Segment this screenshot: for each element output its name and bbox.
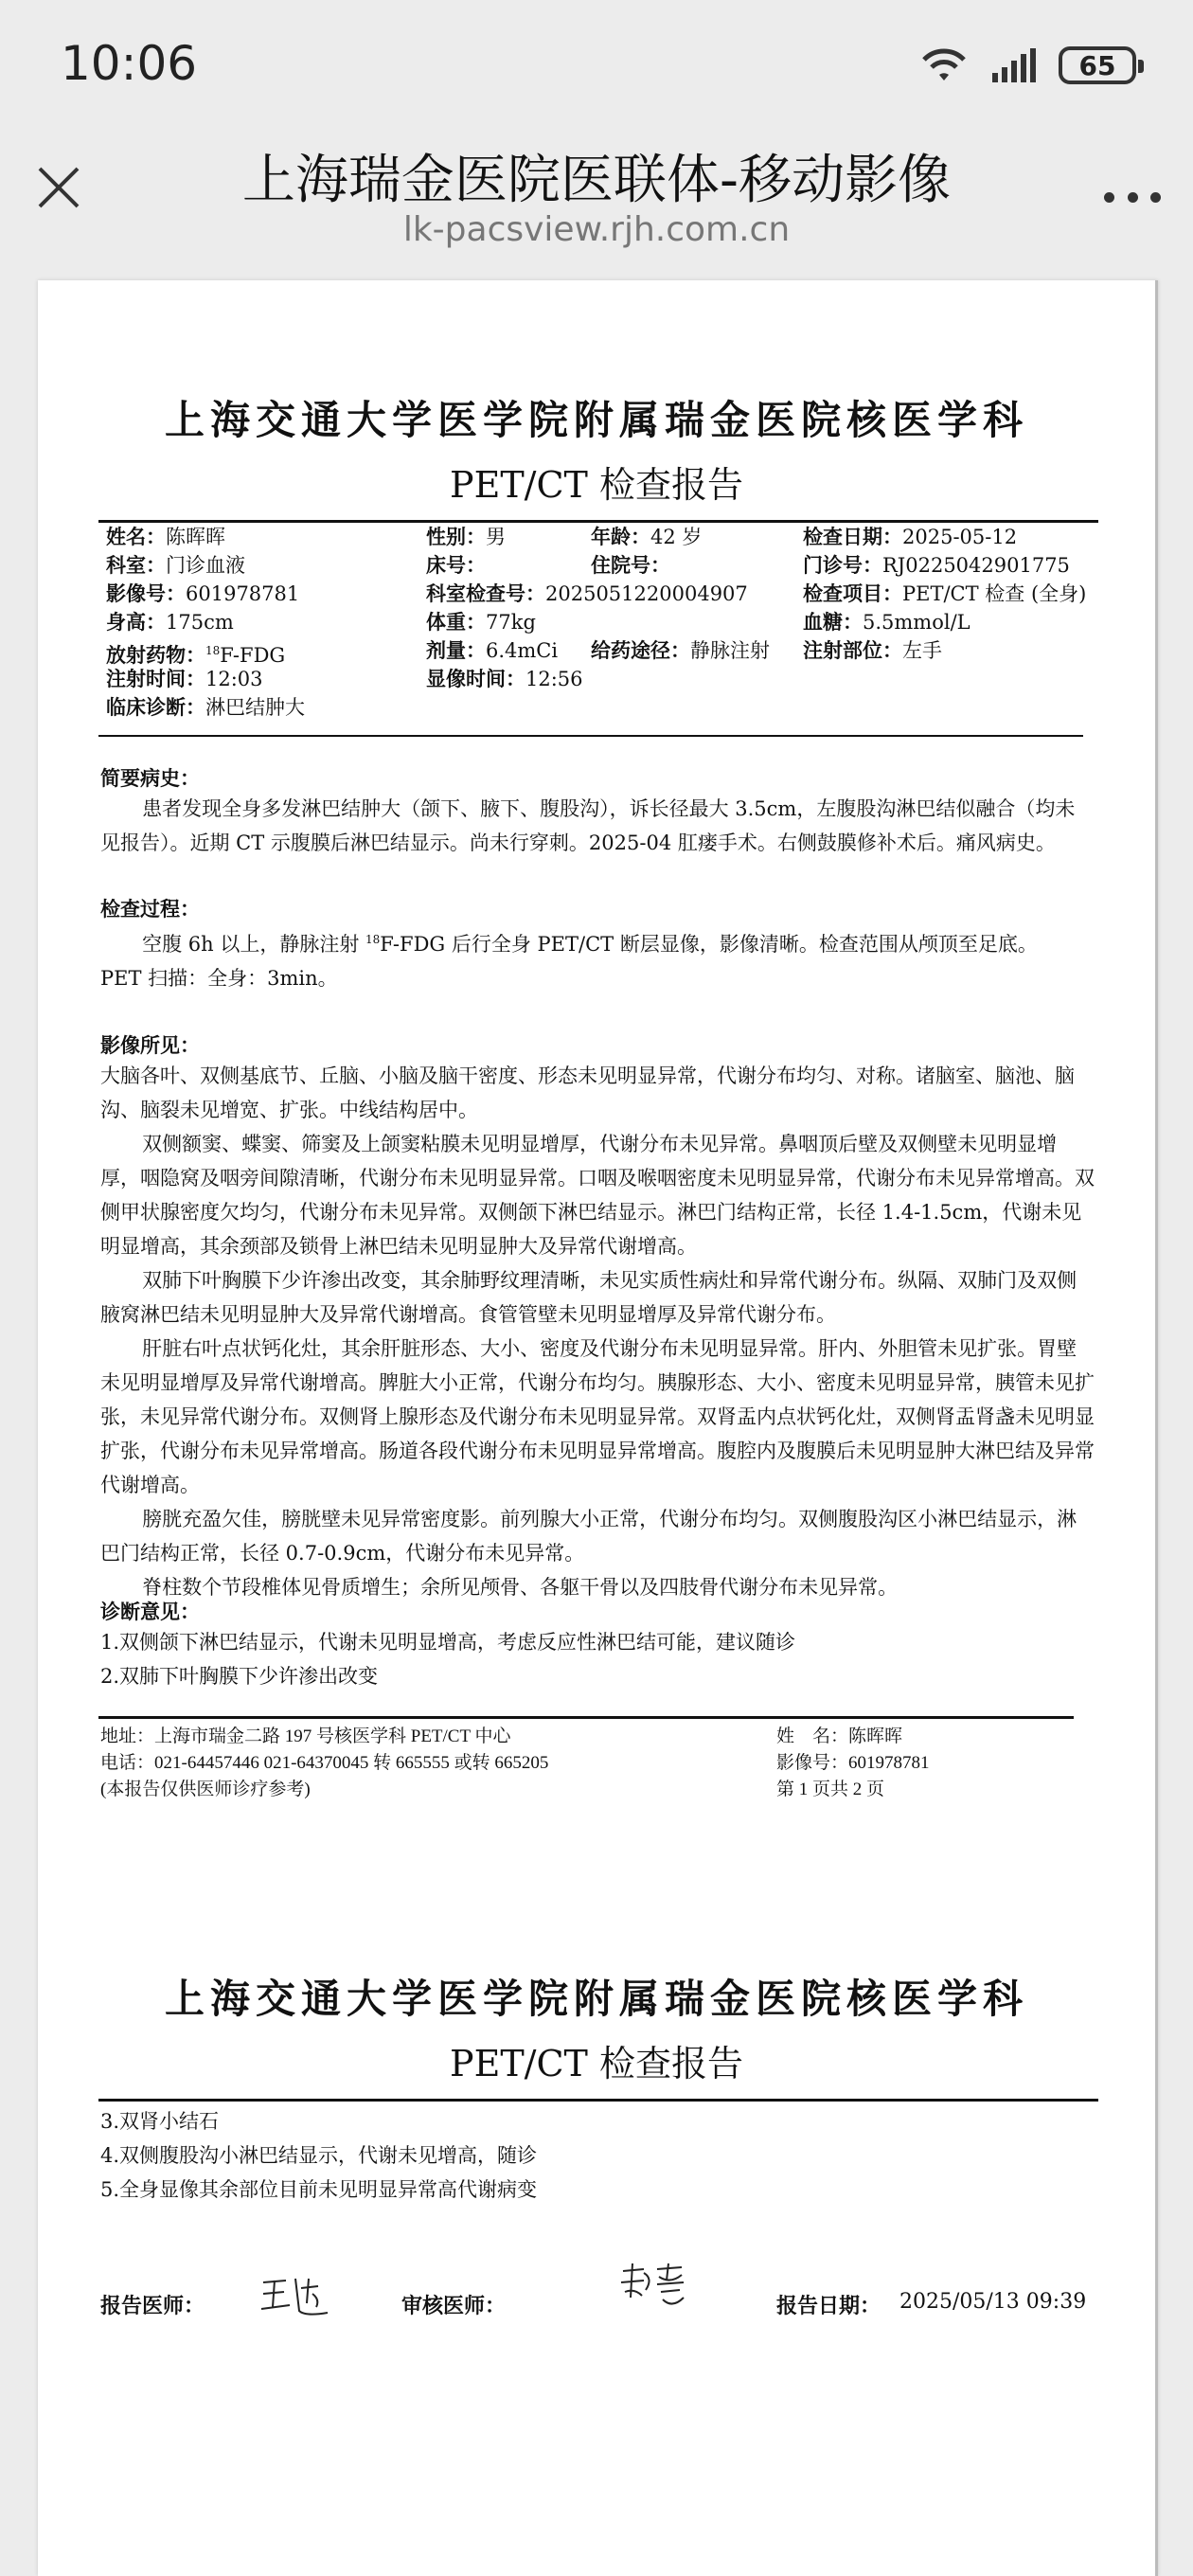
page-title: 上海瑞金医院医联体-移动影像: [241, 150, 952, 211]
weight: 77kg: [486, 611, 536, 634]
footer-name: 姓 名：陈晖晖: [776, 1726, 903, 1746]
radiopharmaceutical: F-FDG: [220, 644, 286, 667]
dose: 6.4mCi: [486, 639, 559, 662]
diagnosis-item: 2.双肺下叶胸膜下少许渗出改变: [100, 1665, 379, 1688]
report-date-label: 报告日期：: [776, 2294, 881, 2318]
report-doctor-label: 报告医师：: [100, 2294, 205, 2318]
imaging-time: 12:56: [525, 668, 583, 690]
status-time: 10:06: [61, 36, 198, 91]
finding-paragraph: 双侧额窦、蝶窦、筛窦及上颌窦粘膜未见明显增厚，代谢分布未见异常。鼻咽顶后壁及双侧壁未见明显增厚，咽隐窝及咽旁间隙清晰，代谢分布未见明显异常。口咽及喉咽密度未见明显异常，代谢分布未见异常增高。双侧甲状腺密度欠均匀，代谢分布未见异常。双侧颌下淋巴结显示。淋巴门结构正常，长径 1.4-1.5cm，代谢未见明显增高，其余颈部及锁骨上淋巴结未见明显肿大及异常代谢增高。: [100, 1133, 1095, 1258]
patient-name: 陈晖晖: [166, 526, 225, 548]
patient-sex: 男: [486, 526, 506, 548]
diagnosis-list-continued: [100, 2104, 1095, 2207]
battery-icon: [1059, 46, 1136, 84]
finding-paragraph: 肝脏右叶点状钙化灶，其余肝脏形态、大小、密度及代谢分布未见明显异常。肝内、外胆管未见扩张。胃壁未见明显增厚及异常代谢增高。脾脏大小正常，代谢分布均匀。胰腺形态、大小、密度未见明显异常，胰管未见扩张，未见异常代谢分布。双侧肾上腺形态及代谢分布未见明显异常。双肾盂内点状钙化灶，双侧肾盂肾盏未见明显扩张，代谢分布未见异常增高。肠道各段代谢分布未见明显异常增高。腹腔内及腹膜后未见明显肿大淋巴结及异常代谢增高。: [100, 1337, 1095, 1496]
department: 门诊血液: [166, 554, 245, 577]
history-title: 简要病史：: [100, 766, 200, 790]
diagnosis-item: 4.双侧腹股沟小淋巴结显示，代谢未见增高，随诊: [100, 2144, 538, 2167]
clinical-diagnosis: 淋巴结肿大: [205, 696, 305, 719]
report-title: PET/CT 检查报告: [450, 2043, 743, 2084]
report-title: PET/CT 检查报告: [450, 464, 743, 506]
report-date: 2025/05/13 09:39: [899, 2290, 1087, 2314]
diagnosis-title: 诊断意见：: [100, 1600, 200, 1623]
page-indicator: 第 1 页共 2 页: [776, 1780, 885, 1799]
divider: [98, 735, 1083, 737]
finding-paragraph: 大脑各叶、双侧基底节、丘脑、小脑及脑干密度、形态未见明显异常，代谢分布均匀、对称。诸脑室、脑池、脑沟、脑裂未见增宽、扩张。中线结构居中。: [100, 1064, 1075, 1121]
status-bar: [0, 0, 1193, 137]
status-icons: [918, 42, 1136, 89]
page-url: lk-pacsview.rjh.com.cn: [402, 210, 791, 249]
more-options-icon[interactable]: [1104, 189, 1161, 205]
finding-paragraph: 双肺下叶胸膜下少许渗出改变，其余肺野纹理清晰，未见实质性病灶和异常代谢分布。纵隔、双肺门及双侧腋窝淋巴结未见明显肿大及异常代谢增高。食管管壁未见明显增厚及异常代谢分布。: [100, 1269, 1077, 1326]
reviewer-signature: [615, 2260, 691, 2317]
exam-item: PET/CT 检查 (全身): [902, 582, 1087, 605]
history-text: 患者发现全身多发淋巴结肿大（颌下、腋下、腹股沟），诉长径最大 3.5cm，左腹股沟淋巴结似融合（均未见报告）。近期 CT 示腹膜后淋巴结显示。尚未行穿刺。2025-04 肛瘘手术。右侧鼓膜修补术后。痛风病史。: [100, 797, 1076, 854]
wifi-icon: [918, 46, 970, 84]
outpatient-no: RJ0225042901775: [882, 554, 1070, 577]
image-no: 601978781: [186, 582, 300, 605]
diagnosis-item: 3.双肾小结石: [100, 2110, 220, 2133]
finding-paragraph: 膀胱充盈欠佳，膀胱壁未见异常密度影。前列腺大小正常，代谢分布均匀。双侧腹股沟区小淋巴结显示，淋巴门结构正常，长径 0.7-0.9cm，代谢分布未见异常。: [100, 1508, 1077, 1565]
injection-time: 12:03: [205, 668, 263, 690]
footer-phone: 电话：021-64457446 021-64370045 转 665555 或转 665205: [100, 1753, 549, 1773]
report-doctor-signature: [258, 2269, 333, 2322]
finding-paragraph: 脊柱数个节段椎体见骨质增生；余所见颅骨、各躯干骨以及四肢骨代谢分布未见异常。: [142, 1576, 899, 1599]
report-document: 上海交通大学医学院附属瑞金医院核医学科 PET/CT 检查报告 姓名：陈晖晖 性别：男 年龄：42 岁 检查日期：2025-05-12 科室：门诊血液 床号： 住院号： 门诊号：RJ0225042901775 影像号：601978781 科室检查号：2025051220004907 检查项目：PET/CT 检查 (全身) 身高：175cm 体重：77kg 血糖：5.5mmol/L 放射药物：$^{18}$F-FDG 剂量：6.4mCi 给药途径：静脉注射 注射部位：左手 注射时间：12:03 显像时间：12:56 临床诊断：淋巴结肿大 简要病史： 患者发现全身多发淋巴结肿大（颌下、腋下、腹股沟），诉长径最大 3.5cm，左腹股沟淋巴结似融合（均未见报告）。近期 CT 示腹膜后淋巴结显示。尚未行穿刺。2025-04 肛瘘手术。右侧鼓膜修补术后。痛风病史。 检查过程： 空腹 6h 以上，静脉注射 $^{18}$F-FDG 后行全身 PET/CT 断层显像，影像清晰。检查范围从颅顶至足底。 PET 扫描：全身：3min。 影像所见： 大脑各叶、双侧基底节、丘脑、小脑及脑干密度、形态未见明显异常，代谢分布均匀、对称。诸脑室、脑池、脑沟、脑裂未见增宽、扩张。中线结构居中。 双侧额窦、蝶窦、筛窦及上颌窦粘膜未见明显增厚，代谢分布未见异常。鼻咽顶后壁及双侧壁未见明显增厚，咽隐窝及咽旁间隙清晰，代谢分布未见明显异常。口咽及喉咽密度未见明显异常，代谢分布未见异常增高。双侧甲状腺密度欠均匀，代谢分布未见异常。双侧颌下淋巴结显示。淋巴门结构正常，长径 1.4-1.5cm，代谢未见明显增高，其余颈部及锁骨上淋巴结未见明显肿大及异常代谢增高。 双肺下叶胸膜下少许渗出改变，其余肺野纹理清晰，未见实质性病灶和异常代谢分布。纵隔、双肺门及双侧腋窝淋巴结未见明显肿大及异常代谢增高。食管管壁未见明显增厚及异常代谢分布。 肝脏右叶点状钙化灶，其余肝脏形态、大小、密度及代谢分布未见明显异常。肝内、外胆管未见扩张。胃壁未见明显增厚及异常代谢增高。脾脏大小正常，代谢分布均匀。胰腺形态、大小、密度未见明显异常，胰管未见扩张，未见异常代谢分布。双侧肾上腺形态及代谢分布未见明显异常。双肾盂内点状钙化灶，双侧肾盂肾盏未见明显扩张，代谢分布未见异常增高。肠道各段代谢分布未见明显异常增高。腹腔内及腹膜后未见明显肿大淋巴结及异常代谢增高。 膀胱充盈欠佳，膀胱壁未见异常密度影。前列腺大小正常，代谢分布均匀。双侧腹股沟区小淋巴结显示，淋巴门结构正常，长径 0.7-0.9cm，代谢分布未见异常。 脊柱数个节段椎体见骨质增生；余所见颅骨、各躯干骨以及四肢骨代谢分布未见异常。 诊断意见： 1.双侧颌下淋巴结显示，代谢未见明显增高，考虑反应性淋巴结可能，建议随诊 2.双肺下叶胸膜下少许渗出改变 地址：上海市瑞金二路 197 号核医学科 PET/CT 中心 电话：021-64457446 021-64370045 转 665555 或转 665205 (本报告仅供医师诊疗参考) 姓 名：陈晖晖 影像号：601978781 第 1 页共 2 页 上海交通大学医学院附属瑞金医院核医学科 PET/CT 检查报告 3.双肾小结石 4.双侧腹股沟小淋巴结显示，代谢未见增高，随诊 5.全身显像其余部位目前未见明显异常高代谢病变 报告医师： 审核医师： 报告日期： 2025/05/13 09:39: [38, 280, 1158, 2576]
route: 静脉注射: [690, 639, 770, 662]
diagnosis-item: 5.全身显像其余部位目前未见明显异常高代谢病变: [100, 2178, 538, 2201]
diagnosis-list: [100, 1625, 1095, 1693]
process-title: 检查过程：: [100, 897, 200, 921]
findings-text: [100, 1059, 1095, 1604]
injection-site: 左手: [902, 639, 942, 662]
patient-age: 42 岁: [650, 526, 703, 548]
exam-date: 2025-05-12: [902, 526, 1018, 548]
footer-note: (本报告仅供医师诊疗参考): [100, 1780, 311, 1799]
footer-address: 地址：上海市瑞金二路 197 号核医学科 PET/CT 中心: [100, 1726, 511, 1746]
findings-title: 影像所见：: [100, 1033, 200, 1057]
footer-image-no: 影像号：601978781: [776, 1753, 930, 1773]
battery-level: 65: [1078, 49, 1116, 81]
divider: [98, 1716, 1074, 1719]
reviewer-label: 审核医师：: [401, 2294, 507, 2318]
process-text: 空腹 6h 以上，静脉注射 $^{18}$F-FDG 后行全身 PET/CT 断层显像，影像清晰。检查范围从颅顶至足底。 PET 扫描：全身：3min。: [100, 933, 1038, 990]
signal-icon: [990, 46, 1038, 84]
diagnosis-item: 1.双侧颌下淋巴结显示，代谢未见明显增高，考虑反应性淋巴结可能，建议随诊: [100, 1631, 796, 1654]
divider: [98, 2099, 1098, 2102]
hospital-name: 上海交通大学医学院附属瑞金医院核医学科: [164, 1976, 1028, 2022]
hospital-name: 上海交通大学医学院附属瑞金医院核医学科: [164, 397, 1028, 443]
exam-no: 2025051220004907: [545, 582, 748, 605]
blood-glucose: 5.5mmol/L: [863, 611, 970, 634]
height: 175cm: [166, 611, 234, 634]
